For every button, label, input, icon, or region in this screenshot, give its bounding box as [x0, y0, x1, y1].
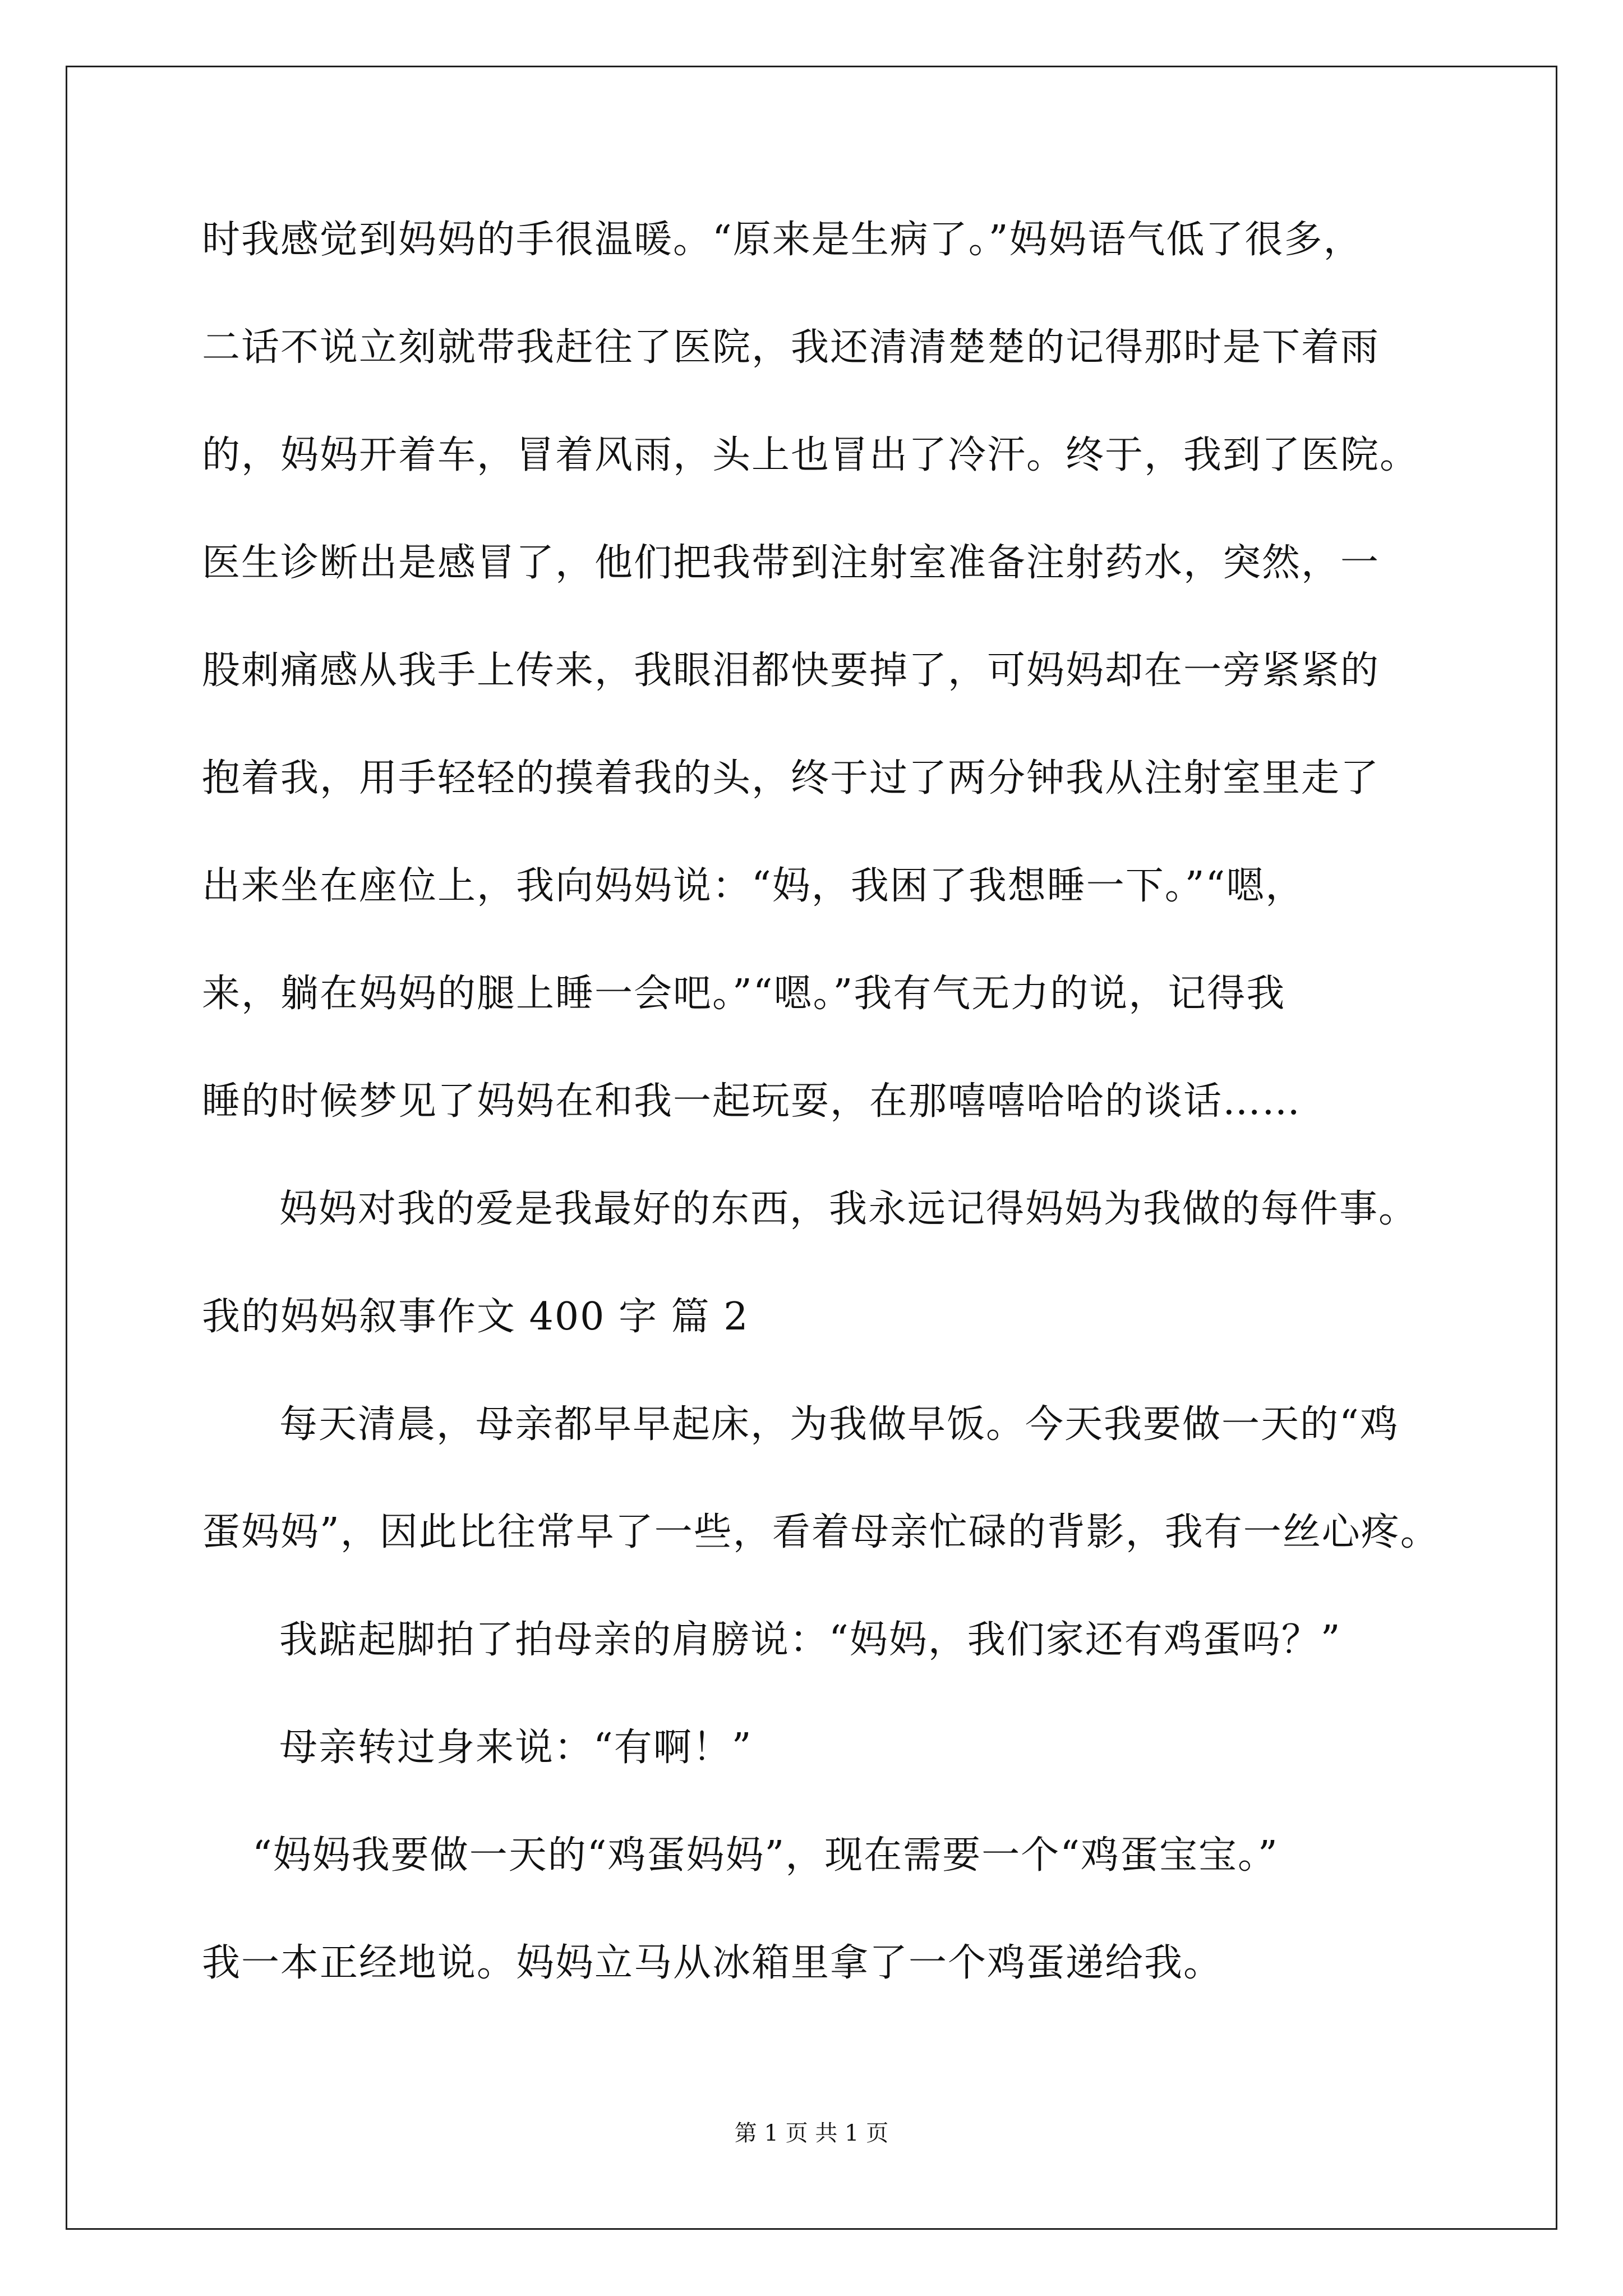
text-line: 我一本正经地说。妈妈立马从冰箱里拿了一个鸡蛋递给我。	[202, 1941, 1223, 1985]
text-line: 股刺痛感从我手上传来，我眼泪都快要掉了，可妈妈却在一旁紧紧的	[202, 648, 1380, 693]
paragraph-start-line: 每天清晨，母亲都早早起床，为我做早饭。今天我要做一天的“鸡	[279, 1402, 1399, 1447]
page-border	[66, 66, 1557, 2230]
text-line: 睡的时候梦见了妈妈在和我一起玩耍，在那嘻嘻哈哈的谈话……	[202, 1079, 1302, 1124]
text-line: 医生诊断出是感冒了，他们把我带到注射室准备注射药水，突然，一	[202, 541, 1380, 585]
text-line: 时我感觉到妈妈的手很温暖。“原来是生病了。”妈妈语气低了很多，	[202, 218, 1363, 262]
text-line: 的，妈妈开着车，冒着风雨，头上也冒出了冷汗。终于，我到了医院。	[202, 433, 1419, 477]
text-line: 蛋妈妈”，因此比往常早了一些，看着母亲忙碌的背影，我有一丝心疼。	[202, 1510, 1440, 1554]
paragraph-start-line: 我踮起脚拍了拍母亲的肩膀说：“妈妈，我们家还有鸡蛋吗？”	[279, 1618, 1341, 1662]
text-line: 二话不说立刻就带我赶往了医院，我还清清楚楚的记得那时是下着雨	[202, 325, 1380, 370]
section-heading: 我的妈妈叙事作文 400 字 篇 2	[202, 1295, 749, 1339]
paragraph-start-line: 妈妈对我的爱是我最好的东西，我永远记得妈妈为我做的每件事。	[279, 1187, 1418, 1231]
paragraph-start-line: 母亲转过身来说：“有啊！”	[279, 1726, 753, 1770]
page-footer: 第 1 页 共 1 页	[734, 2120, 889, 2146]
text-line: 出来坐在座位上，我向妈妈说：“妈，我困了我想睡一下。”“嗯，	[202, 864, 1305, 908]
text-line: 抱着我，用手轻轻的摸着我的头，终于过了两分钟我从注射室里走了	[202, 756, 1380, 800]
text-line: 来，躺在妈妈的腿上睡一会吧。”“嗯。”我有气无力的说，记得我	[202, 972, 1286, 1016]
paragraph-start-line: “妈妈我要做一天的“鸡蛋妈妈”，现在需要一个“鸡蛋宝宝。”	[252, 1833, 1279, 1878]
